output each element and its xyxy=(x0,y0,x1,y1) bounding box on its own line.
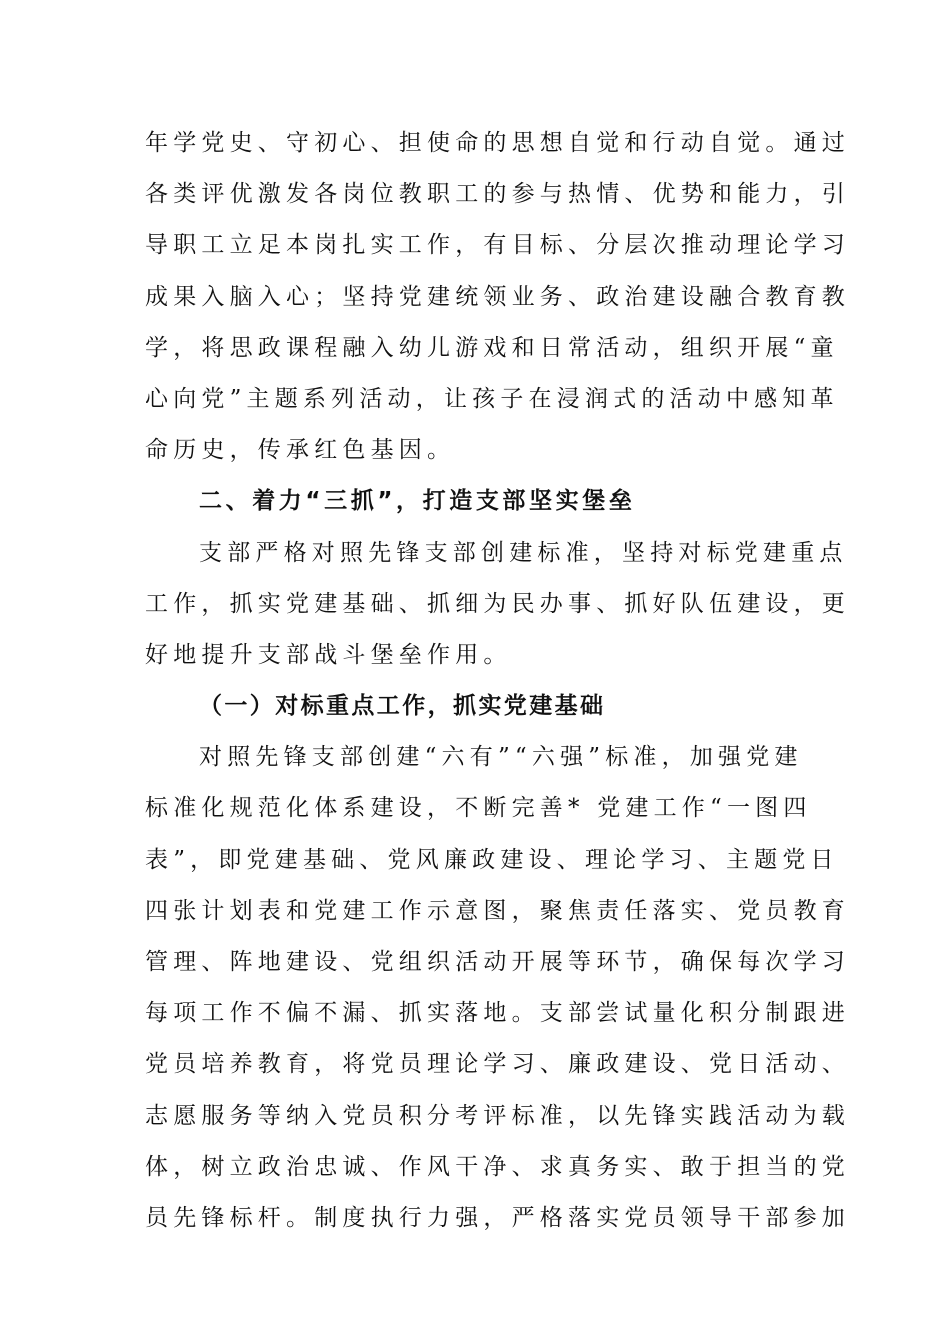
subsection-heading: （一）对标重点工作，抓实党建基础 xyxy=(199,693,606,720)
paragraph-line: 年学党史、守初心、担使命的思想自觉和行动自觉。通过 xyxy=(145,130,850,156)
paragraph-line: 导职工立足本岗扎实工作，有目标、分层次推动理论学习 xyxy=(145,232,850,259)
paragraph-line: 表”，即党建基础、党风廉政建设、理论学习、主题党日 xyxy=(145,846,839,873)
paragraph-line: 命历史，传承红色基因。 xyxy=(145,437,456,464)
paragraph-line: 支部严格对照先锋支部创建标准，坚持对标党建重点 xyxy=(199,539,848,566)
paragraph-line: 标准化规范化体系建设，不断完善* 党建工作“一图四 xyxy=(145,795,812,822)
paragraph-line: 员先锋标杆。制度执行力强，严格落实党员领导干部参加 xyxy=(145,1204,850,1231)
paragraph-line: 各类评优激发各岗位教职工的参与热情、优势和能力，引 xyxy=(145,181,850,208)
paragraph-line: 对照先锋支部创建“六有”“六强”标准，加强党建 xyxy=(199,744,803,771)
paragraph-line: 好地提升支部战斗堡垒作用。 xyxy=(145,641,512,668)
paragraph-line: 志愿服务等纳入党员积分考评标准，以先锋实践活动为载 xyxy=(145,1102,850,1129)
paragraph-line: 每项工作不偏不漏、抓实落地。支部尝试量化积分制跟进 xyxy=(145,1000,850,1027)
paragraph-line: 管理、阵地建设、党组织活动开展等环节，确保每次学习 xyxy=(145,949,850,975)
paragraph-line: 工作，抓实党建基础、抓细为民办事、抓好队伍建设，更 xyxy=(145,590,850,617)
paragraph-line: 四张计划表和党建工作示意图，聚焦责任落实、党员教育 xyxy=(145,897,850,924)
paragraph-line: 心向党”主题系列活动，让孩子在浸润式的活动中感知革 xyxy=(145,385,839,412)
paragraph-line: 学，将思政课程融入幼儿游戏和日常活动，组织开展“童 xyxy=(145,334,839,361)
paragraph-line: 党员培养教育，将党员理论学习、廉政建设、党日活动、 xyxy=(145,1051,850,1078)
paragraph-line: 成果入脑入心；坚持党建统领业务、政治建设融合教育教 xyxy=(145,283,850,310)
paragraph-line: 体，树立政治忠诚、作风干净、求真务实、敢于担当的党 xyxy=(145,1153,850,1180)
section-heading: 二、着力“三抓”，打造支部坚实堡垒 xyxy=(199,488,636,515)
document-body xyxy=(145,118,850,1244)
